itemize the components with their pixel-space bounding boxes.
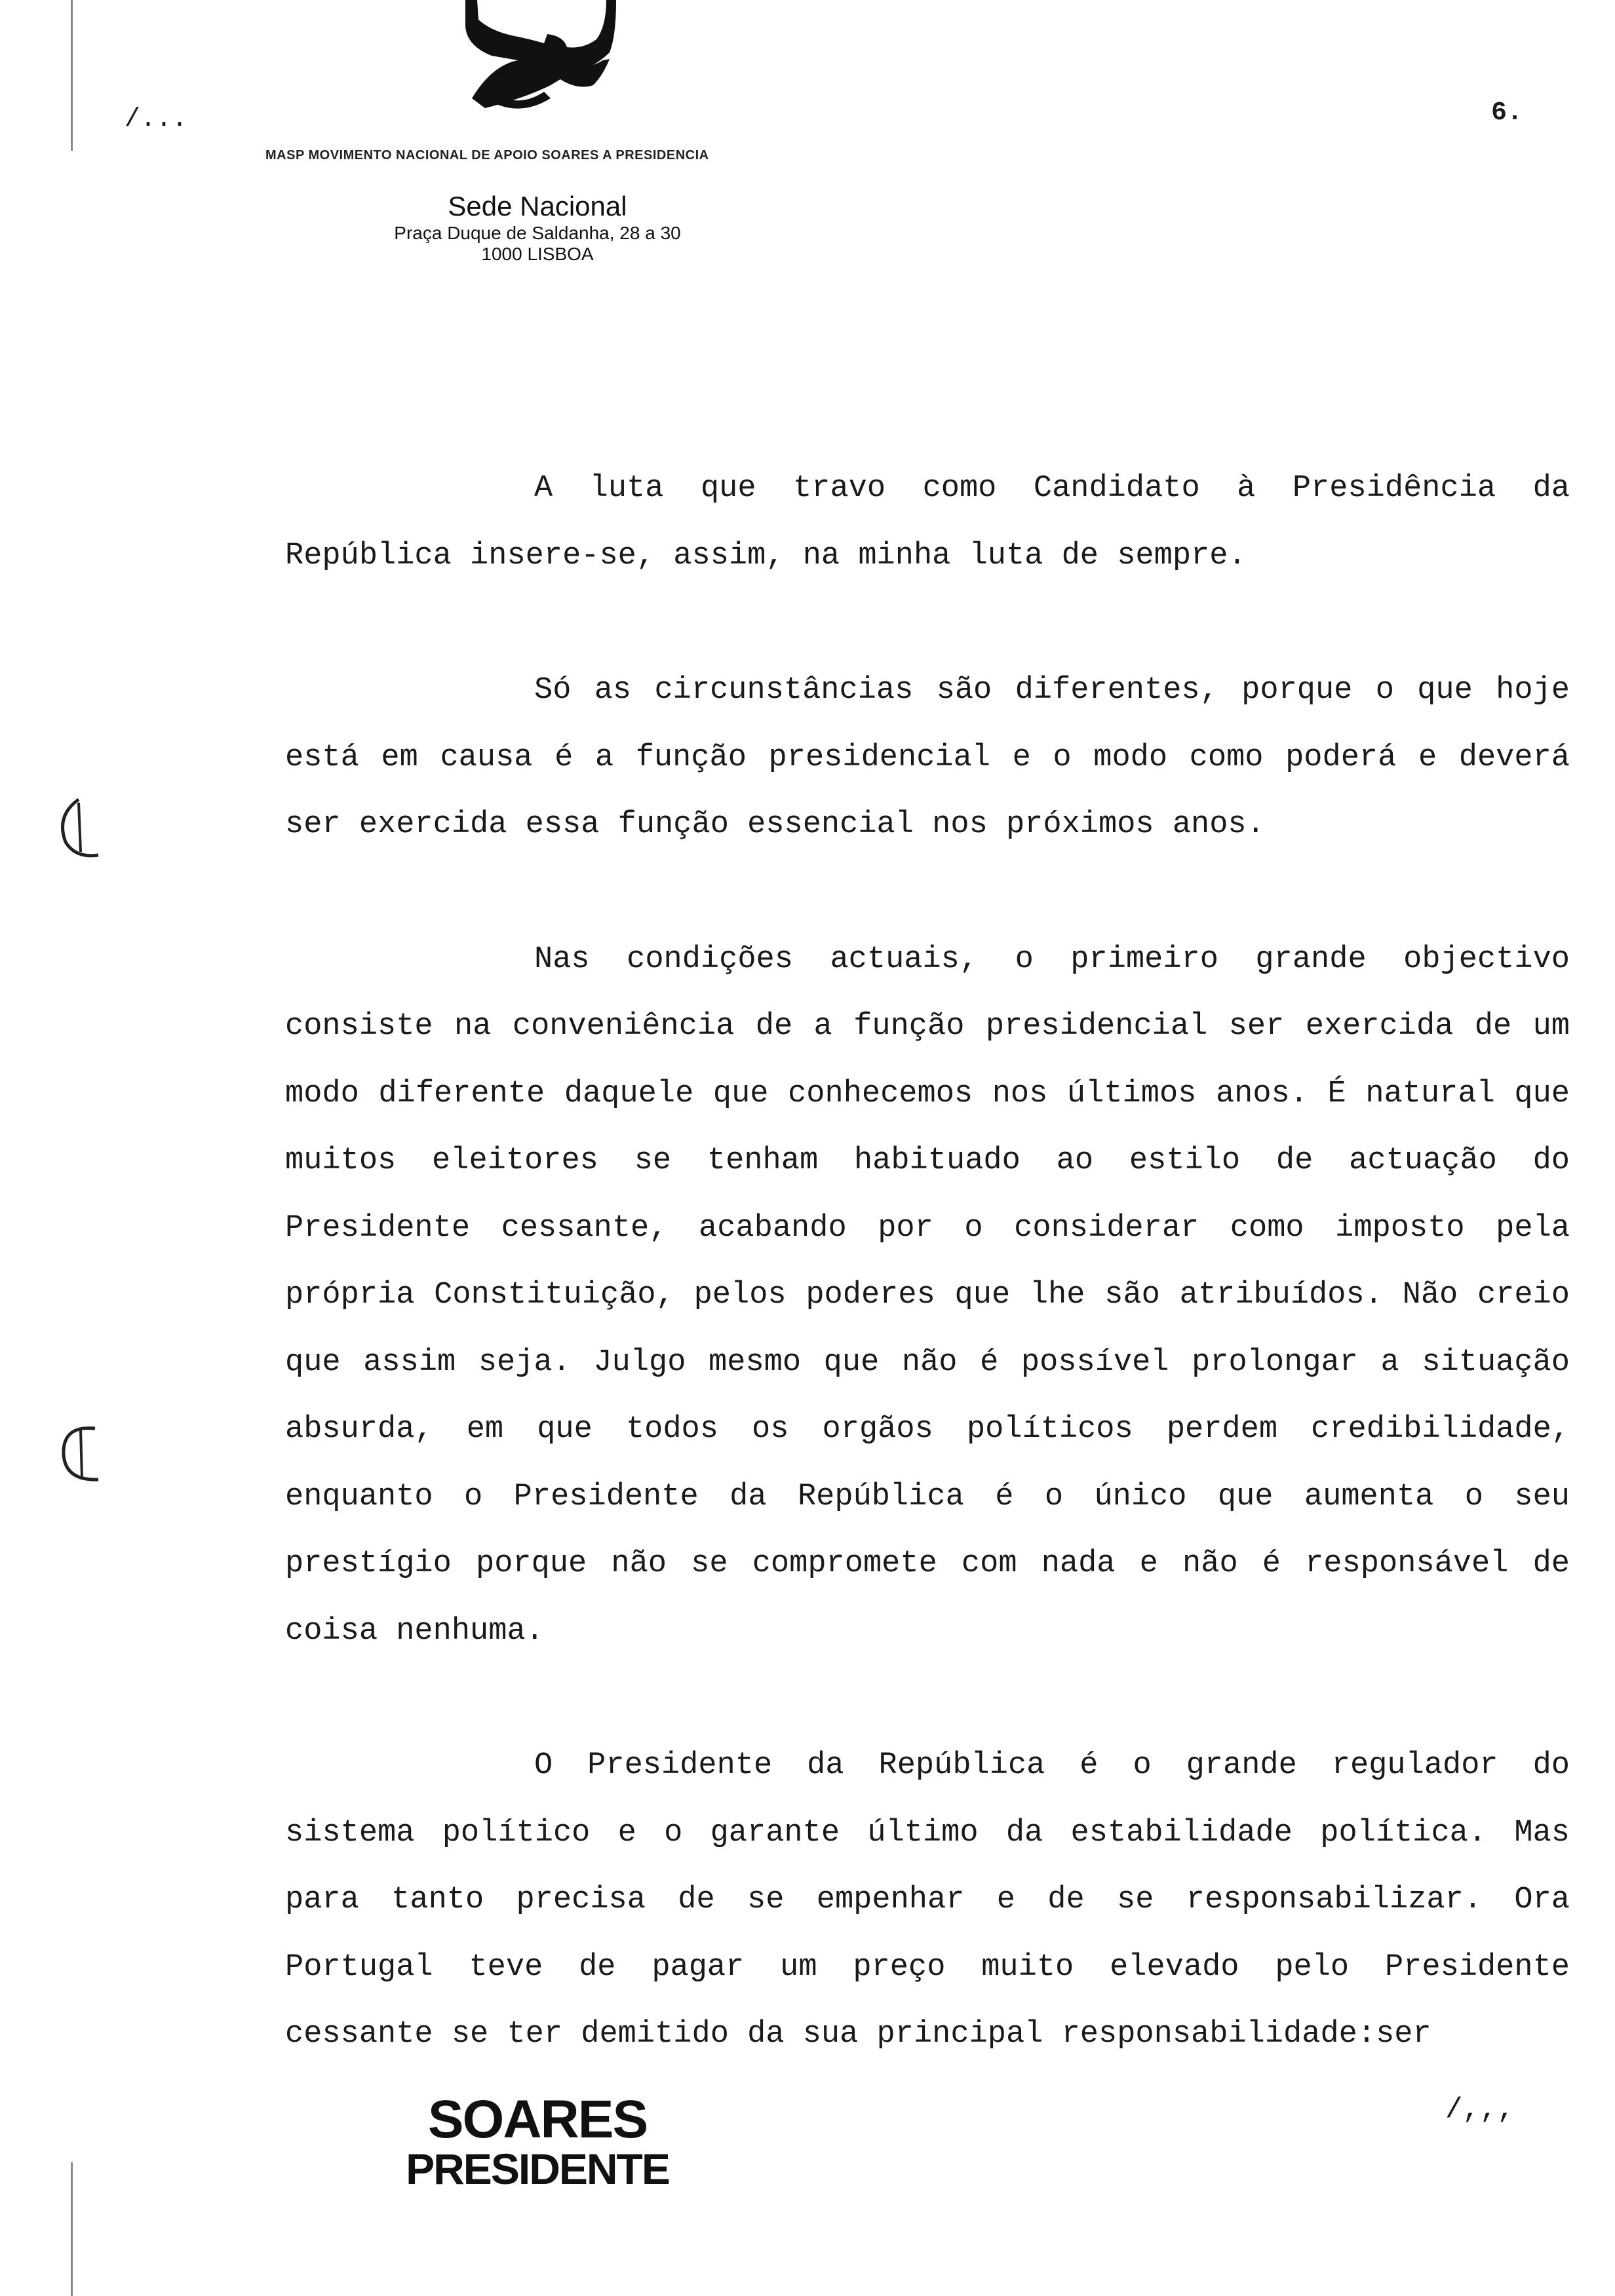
continued-to-marker: /,,, [1445,2094,1515,2126]
margin-mark-icon [49,790,108,868]
sede-city: 1000 LISBOA [481,244,594,264]
movement-logo [452,0,629,131]
paragraph: Só as circunstâncias são diferentes, porque o que hoje está em causa é a função presidencial e o modo como poderá e deverá ser exercida essa função essencial nos próximos anos. [285,673,1570,842]
sede-title: Sede Nacional [448,191,627,221]
paragraph: A luta que travo como Candidato à Presidência da República insere-se, assim, na minha luta de sempre. [285,471,1570,573]
sede-address: Praça Duque de Saldanha, 28 a 30 [394,223,681,243]
scan-edge-bottom [71,2162,73,2296]
continued-from-marker: /... [125,105,188,134]
letter-body [285,455,1570,2069]
brand-line-1: SOARES [427,2090,648,2149]
movement-name: MASP MOVIMENTO NACIONAL DE APOIO SOARES A PRESIDENCIA [265,148,709,163]
margin-mark-icon [49,1415,108,1494]
sede-address-block [328,190,747,265]
paragraph: Nas condições actuais, o primeiro grande objectivo consiste na conveniência de a função presidencial ser exercida de um modo diferente daquele que conhecemos nos últimos anos. É natural que muitos eleitores se tenham habituado ao estilo de actuação do Presidente cessante, acabando por o considerar como imposto pela própria Constituição, pelos poderes que lhe são atribuídos. Não creio que assim seja. Julgo mesmo que não é possível prolongar a situação absurda, em que todos os orgãos políticos perdem credibilidade, enquanto o Presidente da República é o único que aumenta o seu prestígio porque não se compromete com nada e não é responsável de coisa nenhuma. [285,942,1570,1649]
brand-line-2: PRESIDENTE [406,2145,669,2193]
paragraph: O Presidente da República é o grande regulador do sistema político e o garante último da estabilidade política. Mas para tanto precisa de se empenhar e de se responsabilizar. Ora Portugal teve de pagar um preço muito elevado pelo Presidente cessante se ter demitido da sua principal responsabilidade:ser [285,1748,1570,2052]
campaign-brand [367,2090,708,2193]
page-number: 6. [1491,98,1523,128]
scan-edge-top [71,0,73,151]
